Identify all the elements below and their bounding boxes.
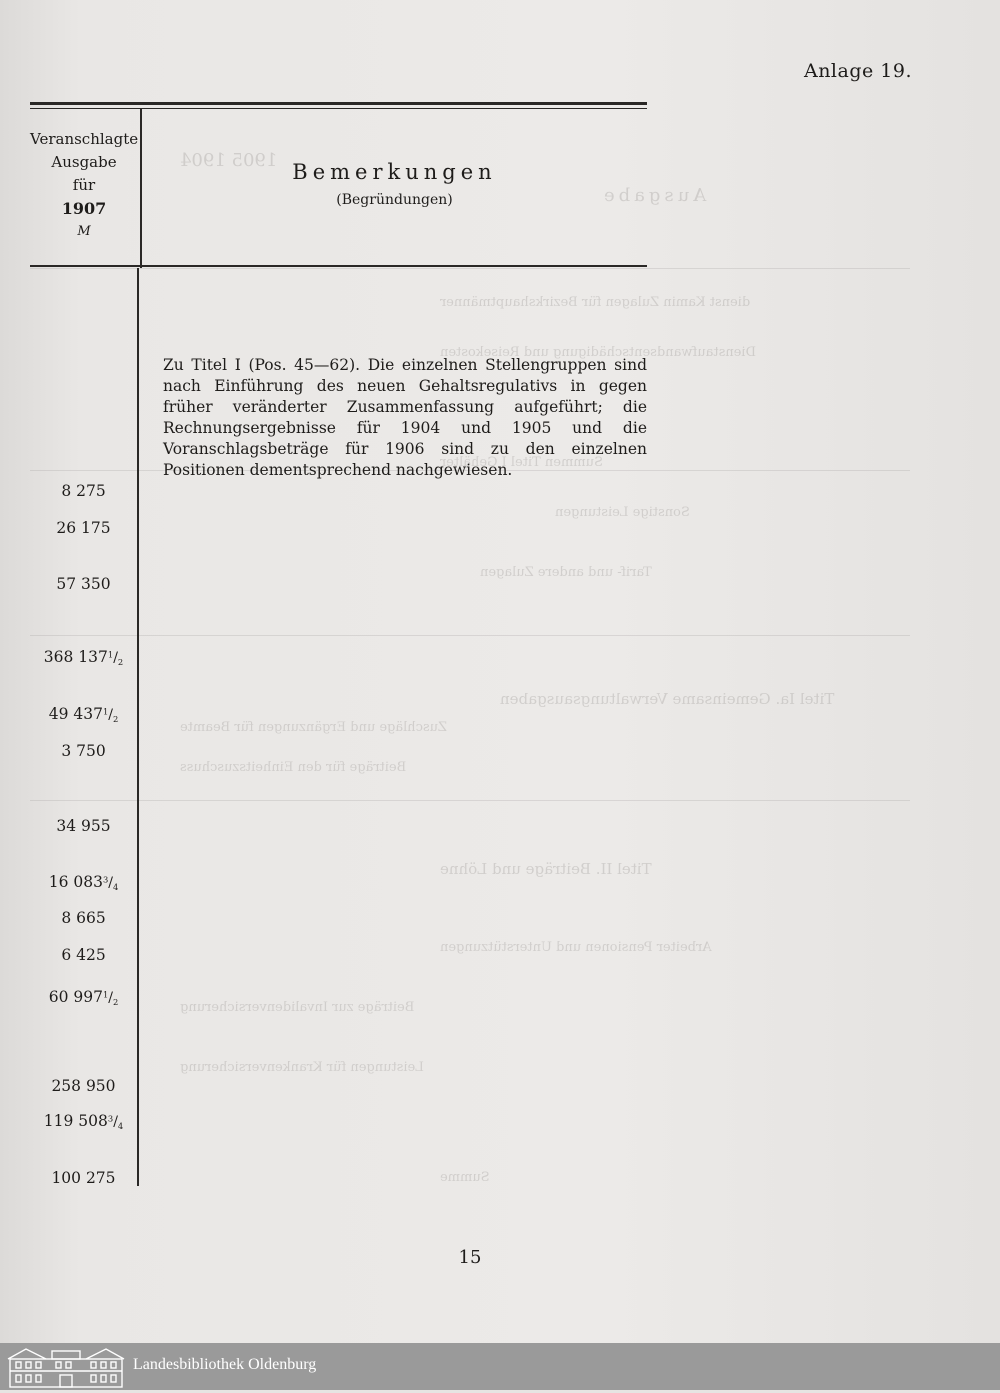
amount-integer: 49 437 — [48, 705, 103, 723]
amount-value — [30, 519, 137, 537]
amount-integer: 60 997 — [48, 988, 103, 1006]
amount-integer: 26 175 — [56, 519, 111, 537]
fraction-numerator: 1 — [102, 989, 109, 1000]
amount-value — [30, 1169, 137, 1187]
amount-integer: 368 137 — [43, 648, 108, 666]
page-number: 15 — [458, 1247, 482, 1268]
library-building-icon — [6, 1345, 126, 1393]
amount-integer: 100 275 — [51, 1169, 116, 1187]
amount-fraction — [102, 989, 119, 1007]
amount-value — [30, 482, 137, 500]
table-top-rule-thin — [30, 108, 647, 109]
header-year: 1907 — [61, 199, 107, 218]
footer-bar — [0, 1343, 1000, 1390]
amount-fraction — [102, 874, 119, 892]
header-line-1: Veranschlagte — [30, 130, 139, 148]
amount-value — [30, 742, 137, 760]
fraction-denominator: 2 — [112, 997, 119, 1007]
amount-column-header — [30, 128, 138, 243]
fraction-numerator: 1 — [102, 706, 109, 717]
amount-integer: 57 350 — [56, 575, 111, 593]
table-top-rule — [30, 102, 647, 105]
column-divider-body — [137, 268, 139, 1186]
fraction-numerator: 1 — [107, 649, 114, 660]
amount-integer: 34 955 — [56, 817, 111, 835]
fraction-denominator: 2 — [112, 714, 119, 724]
fraction-slash: / — [113, 650, 118, 666]
amount-value — [30, 988, 137, 1007]
amount-value — [30, 648, 137, 667]
remarks-column-header — [142, 160, 647, 208]
fraction-numerator: 3 — [107, 1113, 114, 1124]
fraction-denominator: 2 — [117, 657, 124, 667]
amount-value — [30, 817, 137, 835]
fraction-slash: / — [108, 990, 113, 1006]
amount-integer: 3 750 — [61, 742, 106, 760]
fraction-slash: / — [113, 1114, 118, 1130]
header-line-2: Ausgabe — [51, 153, 117, 171]
header-line-3: für — [72, 176, 96, 194]
amount-value — [30, 873, 137, 892]
amount-integer: 6 425 — [61, 946, 106, 964]
amount-value — [30, 946, 137, 964]
amount-value — [30, 575, 137, 593]
fraction-slash: / — [108, 707, 113, 723]
remarks-subtitle: (Begründungen) — [336, 192, 453, 208]
amount-integer: 119 508 — [43, 1112, 108, 1130]
fraction-numerator: 3 — [102, 874, 109, 885]
fraction-denominator: 4 — [117, 1121, 124, 1131]
amount-integer: 258 950 — [51, 1077, 116, 1095]
library-name: Landesbibliothek Oldenburg — [133, 1356, 317, 1373]
amount-fraction — [107, 649, 124, 667]
currency-mark: M — [77, 224, 91, 239]
amount-fraction — [102, 706, 119, 724]
amount-value — [30, 1077, 137, 1095]
remark-paragraph: Zu Titel I (Pos. 45—62). Die einzelnen Stellengruppen sind nach Einführung des neuen Gehaltsregulativs in gegen früher veränderter Zusammenfassung aufgeführt; die Rechnungsergebnisse für 1904 und 1905 und die Voranschlagsbeträge für 1906 sind zu den einzelnen Positionen dementsprechend nachgewiesen. — [163, 356, 647, 479]
amount-fraction — [107, 1113, 124, 1131]
amount-value — [30, 909, 137, 927]
fraction-slash: / — [108, 875, 113, 891]
amount-value — [30, 1112, 137, 1131]
header-bottom-rule — [30, 265, 647, 267]
amount-integer: 8 665 — [61, 909, 106, 927]
amount-integer: 16 083 — [48, 873, 103, 891]
fraction-denominator: 4 — [112, 882, 119, 892]
annex-label: Anlage 19. — [803, 60, 912, 82]
remarks-title: Bemerkungen — [292, 160, 497, 184]
document-page: Ausgabe 1905 1904 dienst Kamin Zulagen für Bezirkshauptmänner Dienstaufwandsentschädigung und Reisekosten Summen Titel I Gehälter Sonstige Leistungen Tarif- und andere Zulagen Titel Ia. Gemeinsame Verwaltungsausgaben Zuschläge und Ergänzungen für Beamte Beiträge für den Einheitszuschuss Titel II. Beiträge und Löhne Arbeiter Pensionen und Unterstützungen Beiträge zur Invalidenversicherung Leistungen für Krankenversicherung Summe Anlage 19. Veranschlagte Ausgabe für 1907 M Bemerkungen (Begründungen) Zu Titel I (Pos. 45—62). Die einzelnen Stellengruppen sind nach Einführung des neuen Gehaltsregulativs in gegen früher veränderter Zusammenfassung aufgeführt; die Rechnungsergebnisse für 1904 und 1905 und die Voranschlagsbeträge für 1906 sind zu den einzelnen Positionen dementsprechend nachgewiesen. 8 275 26 175 57 350 368 $137^1/_2$ 49 $437^1/_2$ 3 750 34 955 16 $083^3/_4$ 8 665 6 425 60 $997^1/_2$ 258 950 119 $508^3/_4$ 100 275 15 — [0, 0, 1000, 1343]
amount-integer: 8 275 — [61, 482, 106, 500]
amount-value — [30, 705, 137, 724]
